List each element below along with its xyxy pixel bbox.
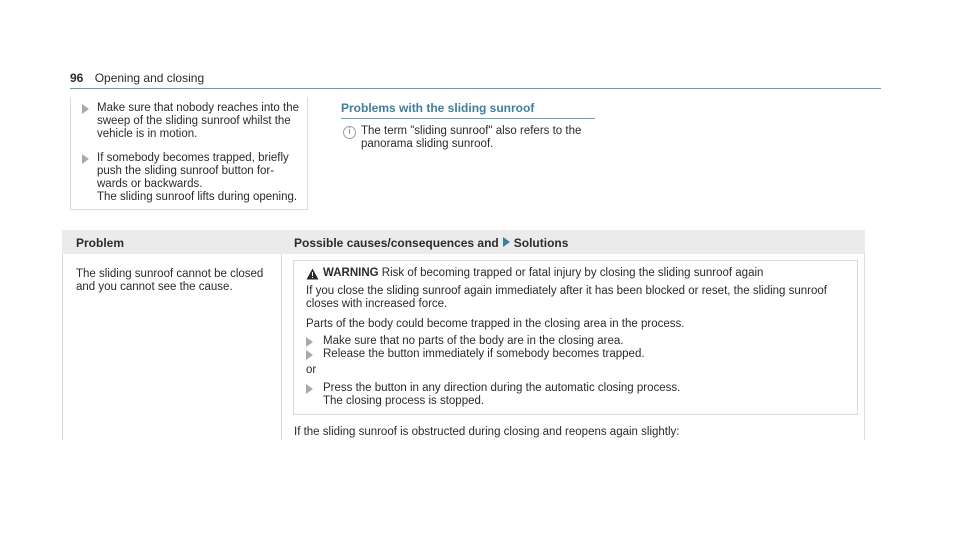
- warning-or: or: [306, 364, 317, 376]
- warning-headline: [323, 267, 763, 280]
- warning-line: Press the button in any direction during the automatic closing process.: [323, 382, 681, 394]
- warning-line: closes with increased force.: [306, 298, 448, 310]
- problem-line: The sliding sunroof cannot be closed: [76, 268, 264, 280]
- warning-headline-text: Risk of becoming trapped or fatal injury by closing the sliding sunroof again: [381, 267, 764, 279]
- step-arrow-icon: [306, 350, 313, 360]
- step-line: push the sliding sunroof button for-: [97, 165, 275, 177]
- info-line: panorama sliding sunroof.: [361, 138, 494, 150]
- info-icon: i: [343, 126, 356, 139]
- problem-description: [76, 268, 263, 294]
- table-column-divider: [281, 254, 282, 440]
- step-line: wards or backwards.: [97, 178, 203, 190]
- info-note: [361, 125, 581, 151]
- warning-step-1: Make sure that no parts of the body are in the closing area.: [323, 335, 624, 347]
- step-line: The sliding sunroof lifts during opening.: [97, 191, 298, 203]
- table-border-left: [62, 254, 63, 440]
- problems-title: Problems with the sliding sunroof: [341, 101, 535, 115]
- column-header-solutions-b: Solutions: [513, 236, 569, 250]
- warning-paragraph-2: Parts of the body could become trapped in the closing area in the process.: [306, 318, 685, 330]
- problems-title-rule: [341, 118, 595, 119]
- step-line: Make sure that nobody reaches into the: [97, 102, 300, 114]
- section-title: Opening and closing: [94, 71, 205, 85]
- step-arrow-icon: [306, 337, 313, 347]
- header-rule: [70, 88, 881, 89]
- step-arrow-icon: [82, 154, 89, 164]
- step-arrow-icon: [82, 104, 89, 114]
- column-header-problem: Problem: [76, 236, 125, 250]
- warning-label: WARNING: [323, 267, 379, 279]
- warning-paragraph-1: [306, 285, 827, 311]
- warning-line: If you close the sliding sunroof again immediately after it has been blocked or reset, the sliding sunroof: [306, 285, 827, 297]
- step-arrow-icon: [306, 384, 313, 394]
- warning-icon: [306, 268, 319, 280]
- column-header-solutions: [294, 236, 568, 250]
- page-header: [70, 71, 204, 85]
- arrow-icon: [503, 237, 510, 247]
- warning-line: The closing process is stopped.: [323, 395, 485, 407]
- step-line: If somebody becomes trapped, briefly: [97, 152, 289, 164]
- column-header-solutions-a: Possible causes/consequences and: [294, 236, 499, 250]
- obstruction-text: If the sliding sunroof is obstructed during closing and reopens again slightly:: [294, 426, 680, 438]
- step-2: [97, 152, 297, 204]
- page-number: 96: [70, 71, 84, 85]
- info-line: The term "sliding sunroof" also refers to the: [361, 125, 582, 137]
- table-border-right: [864, 254, 865, 440]
- problem-line: and you cannot see the cause.: [76, 281, 233, 293]
- step-line: vehicle is in motion.: [97, 128, 198, 140]
- warning-step-3: [323, 382, 680, 408]
- warning-step-2: Release the button immediately if somebody becomes trapped.: [323, 348, 645, 360]
- step-1: [97, 102, 299, 141]
- step-line: sweep of the sliding sunroof whilst the: [97, 115, 291, 127]
